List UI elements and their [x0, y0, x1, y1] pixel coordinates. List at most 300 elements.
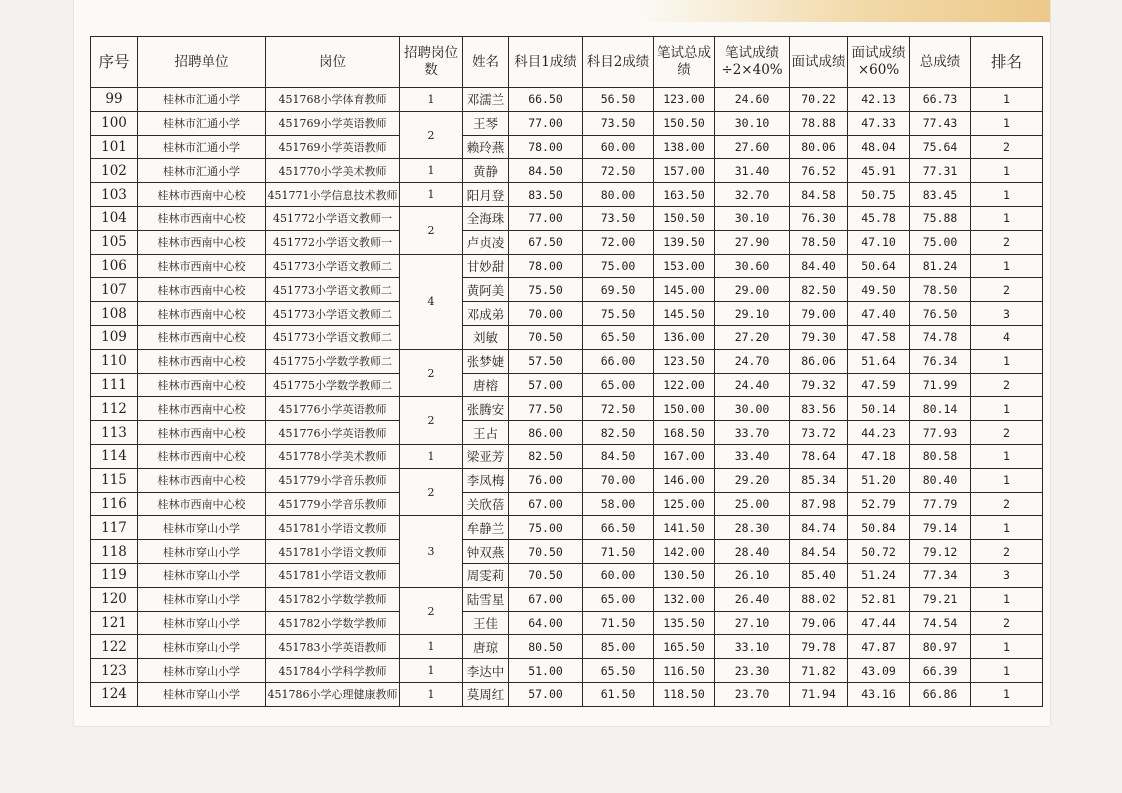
cell-subject1: 86.00 — [509, 421, 583, 445]
cell-interview-scaled: 43.09 — [848, 659, 910, 683]
header-unit: 招聘单位 — [138, 37, 266, 88]
header-written-scaled: 笔试成绩÷2×40% — [715, 37, 790, 88]
cell-interview-scaled: 52.79 — [848, 492, 910, 516]
cell-seq: 114 — [91, 444, 138, 468]
cell-rank: 2 — [971, 492, 1043, 516]
cell-post: 451768小学体育教师 — [266, 88, 400, 112]
cell-written-total: 132.00 — [654, 587, 715, 611]
cell-rank: 2 — [971, 421, 1043, 445]
cell-interview-scaled: 48.04 — [848, 135, 910, 159]
table-row — [91, 111, 1043, 135]
cell-written-total: 116.50 — [654, 659, 715, 683]
cell-written-total: 139.50 — [654, 230, 715, 254]
cell-rank: 1 — [971, 468, 1043, 492]
cell-unit: 桂林市穿山小学 — [138, 682, 266, 706]
cell-seq: 105 — [91, 230, 138, 254]
cell-subject1: 77.50 — [509, 397, 583, 421]
cell-rank: 1 — [971, 206, 1043, 230]
cell-written-scaled: 33.40 — [715, 444, 790, 468]
cell-written-total: 122.00 — [654, 373, 715, 397]
cell-written-scaled: 27.60 — [715, 135, 790, 159]
cell-seq: 119 — [91, 563, 138, 587]
cell-name: 李凤梅 — [463, 468, 509, 492]
cell-interview-scaled: 47.87 — [848, 635, 910, 659]
cell-rank: 2 — [971, 278, 1043, 302]
cell-post: 451783小学英语教师 — [266, 635, 400, 659]
header-quota: 招聘岗位数 — [400, 37, 463, 88]
cell-written-total: 123.50 — [654, 349, 715, 373]
cell-post: 451769小学英语教师 — [266, 135, 400, 159]
cell-quota: 1 — [400, 159, 463, 183]
cell-unit: 桂林市西南中心校 — [138, 421, 266, 445]
cell-subject1: 77.00 — [509, 111, 583, 135]
cell-written-total: 157.00 — [654, 159, 715, 183]
cell-total: 75.64 — [910, 135, 971, 159]
cell-subject2: 85.00 — [583, 635, 654, 659]
cell-quota: 2 — [400, 397, 463, 445]
cell-total: 76.34 — [910, 349, 971, 373]
cell-seq: 120 — [91, 587, 138, 611]
cell-subject1: 78.00 — [509, 254, 583, 278]
table-row — [91, 254, 1043, 278]
cell-unit: 桂林市穿山小学 — [138, 516, 266, 540]
cell-rank: 1 — [971, 88, 1043, 112]
cell-subject2: 65.00 — [583, 587, 654, 611]
cell-post: 451782小学数学教师 — [266, 611, 400, 635]
cell-quota: 2 — [400, 349, 463, 397]
cell-subject1: 67.50 — [509, 230, 583, 254]
cell-total: 77.31 — [910, 159, 971, 183]
cell-name: 邓濡兰 — [463, 88, 509, 112]
cell-interview-scaled: 50.72 — [848, 540, 910, 564]
cell-interview-scaled: 45.91 — [848, 159, 910, 183]
cell-written-total: 135.50 — [654, 611, 715, 635]
cell-unit: 桂林市穿山小学 — [138, 611, 266, 635]
cell-quota: 3 — [400, 516, 463, 587]
cell-seq: 117 — [91, 516, 138, 540]
cell-written-total: 118.50 — [654, 682, 715, 706]
table-row — [91, 159, 1043, 183]
cell-name: 全海珠 — [463, 206, 509, 230]
cell-subject1: 70.50 — [509, 540, 583, 564]
cell-name: 唐琼 — [463, 635, 509, 659]
cell-written-scaled: 24.40 — [715, 373, 790, 397]
cell-post: 451772小学语文教师一 — [266, 206, 400, 230]
cell-subject2: 60.00 — [583, 135, 654, 159]
cell-rank: 2 — [971, 230, 1043, 254]
cell-subject1: 66.50 — [509, 88, 583, 112]
cell-interview: 71.94 — [790, 682, 848, 706]
cell-seq: 106 — [91, 254, 138, 278]
cell-rank: 1 — [971, 397, 1043, 421]
cell-total: 66.86 — [910, 682, 971, 706]
table-row — [91, 397, 1043, 421]
cell-subject1: 67.00 — [509, 492, 583, 516]
cell-interview: 79.78 — [790, 635, 848, 659]
cell-interview: 73.72 — [790, 421, 848, 445]
cell-interview-scaled: 51.64 — [848, 349, 910, 373]
cell-interview: 79.00 — [790, 302, 848, 326]
score-table — [90, 36, 1043, 707]
cell-written-total: 142.00 — [654, 540, 715, 564]
cell-subject1: 70.50 — [509, 325, 583, 349]
cell-rank: 1 — [971, 516, 1043, 540]
table-row — [91, 183, 1043, 207]
cell-interview: 86.06 — [790, 349, 848, 373]
cell-quota: 1 — [400, 88, 463, 112]
cell-written-total: 125.00 — [654, 492, 715, 516]
cell-interview: 84.54 — [790, 540, 848, 564]
cell-seq: 101 — [91, 135, 138, 159]
cell-interview: 78.88 — [790, 111, 848, 135]
cell-post: 451779小学音乐教师 — [266, 468, 400, 492]
cell-unit: 桂林市汇通小学 — [138, 135, 266, 159]
cell-post: 451773小学语文教师二 — [266, 325, 400, 349]
cell-seq: 121 — [91, 611, 138, 635]
cell-name: 邓成弟 — [463, 302, 509, 326]
cell-interview-scaled: 51.24 — [848, 563, 910, 587]
cell-post: 451776小学英语教师 — [266, 421, 400, 445]
cell-quota: 1 — [400, 444, 463, 468]
cell-written-total: 165.50 — [654, 635, 715, 659]
cell-post: 451771小学信息技术教师 — [266, 183, 400, 207]
cell-unit: 桂林市西南中心校 — [138, 278, 266, 302]
table-row — [91, 278, 1043, 302]
cell-post: 451773小学语文教师二 — [266, 302, 400, 326]
cell-unit: 桂林市西南中心校 — [138, 373, 266, 397]
cell-interview: 85.34 — [790, 468, 848, 492]
cell-interview: 76.52 — [790, 159, 848, 183]
cell-unit: 桂林市汇通小学 — [138, 111, 266, 135]
cell-seq: 107 — [91, 278, 138, 302]
cell-quota: 1 — [400, 183, 463, 207]
cell-written-total: 136.00 — [654, 325, 715, 349]
cell-post: 451784小学科学教师 — [266, 659, 400, 683]
cell-written-total: 145.50 — [654, 302, 715, 326]
cell-subject2: 69.50 — [583, 278, 654, 302]
cell-quota: 4 — [400, 254, 463, 349]
cell-name: 黄阿美 — [463, 278, 509, 302]
paper-shadow — [634, 0, 1050, 22]
cell-total: 81.24 — [910, 254, 971, 278]
cell-rank: 1 — [971, 183, 1043, 207]
cell-subject2: 60.00 — [583, 563, 654, 587]
cell-rank: 1 — [971, 444, 1043, 468]
cell-unit: 桂林市穿山小学 — [138, 540, 266, 564]
cell-written-scaled: 24.70 — [715, 349, 790, 373]
cell-total: 76.50 — [910, 302, 971, 326]
cell-interview: 82.50 — [790, 278, 848, 302]
cell-quota: 2 — [400, 111, 463, 159]
cell-seq: 110 — [91, 349, 138, 373]
cell-written-total: 153.00 — [654, 254, 715, 278]
cell-interview-scaled: 42.13 — [848, 88, 910, 112]
cell-interview-scaled: 49.50 — [848, 278, 910, 302]
cell-subject2: 84.50 — [583, 444, 654, 468]
cell-subject1: 64.00 — [509, 611, 583, 635]
table-row — [91, 421, 1043, 445]
cell-seq: 100 — [91, 111, 138, 135]
cell-written-scaled: 23.70 — [715, 682, 790, 706]
cell-subject2: 73.50 — [583, 111, 654, 135]
cell-subject2: 75.00 — [583, 254, 654, 278]
cell-subject2: 75.50 — [583, 302, 654, 326]
cell-post: 451782小学数学教师 — [266, 587, 400, 611]
cell-name: 关欣蓓 — [463, 492, 509, 516]
cell-quota: 2 — [400, 468, 463, 516]
table-row — [91, 325, 1043, 349]
cell-subject1: 82.50 — [509, 444, 583, 468]
cell-post: 451781小学语文教师 — [266, 540, 400, 564]
cell-written-total: 150.50 — [654, 111, 715, 135]
cell-written-scaled: 26.10 — [715, 563, 790, 587]
cell-name: 王琴 — [463, 111, 509, 135]
cell-subject2: 65.00 — [583, 373, 654, 397]
cell-seq: 122 — [91, 635, 138, 659]
cell-interview: 84.58 — [790, 183, 848, 207]
header-total: 总成绩 — [910, 37, 971, 88]
cell-subject1: 57.00 — [509, 373, 583, 397]
cell-subject2: 72.00 — [583, 230, 654, 254]
cell-written-scaled: 27.90 — [715, 230, 790, 254]
cell-seq: 112 — [91, 397, 138, 421]
cell-seq: 104 — [91, 206, 138, 230]
table-row — [91, 230, 1043, 254]
cell-seq: 124 — [91, 682, 138, 706]
cell-written-scaled: 31.40 — [715, 159, 790, 183]
cell-interview-scaled: 47.33 — [848, 111, 910, 135]
cell-interview-scaled: 50.84 — [848, 516, 910, 540]
cell-quota: 1 — [400, 659, 463, 683]
cell-rank: 2 — [971, 135, 1043, 159]
cell-quota: 2 — [400, 587, 463, 635]
cell-name: 陆雪星 — [463, 587, 509, 611]
cell-quota: 1 — [400, 682, 463, 706]
cell-subject1: 57.00 — [509, 682, 583, 706]
cell-written-total: 130.50 — [654, 563, 715, 587]
cell-subject1: 80.50 — [509, 635, 583, 659]
cell-post: 451775小学数学教师二 — [266, 349, 400, 373]
cell-name: 唐榕 — [463, 373, 509, 397]
cell-seq: 115 — [91, 468, 138, 492]
cell-name: 李达中 — [463, 659, 509, 683]
table-row — [91, 206, 1043, 230]
cell-interview-scaled: 44.23 — [848, 421, 910, 445]
cell-subject1: 51.00 — [509, 659, 583, 683]
cell-interview: 78.50 — [790, 230, 848, 254]
cell-seq: 116 — [91, 492, 138, 516]
header-seq: 序号 — [91, 37, 138, 88]
table-row — [91, 88, 1043, 112]
table-row — [91, 587, 1043, 611]
cell-subject2: 61.50 — [583, 682, 654, 706]
cell-post: 451781小学语文教师 — [266, 563, 400, 587]
cell-written-total: 168.50 — [654, 421, 715, 445]
cell-unit: 桂林市穿山小学 — [138, 659, 266, 683]
cell-rank: 1 — [971, 349, 1043, 373]
header-row — [91, 37, 1043, 88]
cell-subject2: 70.00 — [583, 468, 654, 492]
cell-interview-scaled: 47.10 — [848, 230, 910, 254]
cell-written-total: 150.00 — [654, 397, 715, 421]
cell-interview: 78.64 — [790, 444, 848, 468]
cell-interview: 88.02 — [790, 587, 848, 611]
cell-interview: 84.74 — [790, 516, 848, 540]
cell-name: 刘敏 — [463, 325, 509, 349]
cell-unit: 桂林市西南中心校 — [138, 349, 266, 373]
cell-written-scaled: 25.00 — [715, 492, 790, 516]
cell-subject2: 80.00 — [583, 183, 654, 207]
table-row — [91, 444, 1043, 468]
cell-unit: 桂林市西南中心校 — [138, 492, 266, 516]
cell-written-scaled: 33.70 — [715, 421, 790, 445]
cell-written-total: 123.00 — [654, 88, 715, 112]
cell-written-scaled: 30.10 — [715, 206, 790, 230]
cell-written-scaled: 28.40 — [715, 540, 790, 564]
cell-interview: 80.06 — [790, 135, 848, 159]
cell-rank: 2 — [971, 373, 1043, 397]
cell-total: 77.43 — [910, 111, 971, 135]
cell-interview-scaled: 50.64 — [848, 254, 910, 278]
cell-rank: 1 — [971, 159, 1043, 183]
table-row — [91, 492, 1043, 516]
cell-subject1: 70.50 — [509, 563, 583, 587]
cell-unit: 桂林市西南中心校 — [138, 254, 266, 278]
cell-unit: 桂林市西南中心校 — [138, 230, 266, 254]
cell-interview-scaled: 43.16 — [848, 682, 910, 706]
cell-written-scaled: 33.10 — [715, 635, 790, 659]
table-row — [91, 468, 1043, 492]
header-interview: 面试成绩 — [790, 37, 848, 88]
cell-subject2: 58.00 — [583, 492, 654, 516]
cell-unit: 桂林市穿山小学 — [138, 635, 266, 659]
cell-subject2: 72.50 — [583, 397, 654, 421]
cell-interview: 85.40 — [790, 563, 848, 587]
cell-unit: 桂林市西南中心校 — [138, 325, 266, 349]
cell-unit: 桂林市西南中心校 — [138, 206, 266, 230]
cell-interview-scaled: 47.18 — [848, 444, 910, 468]
table-row — [91, 349, 1043, 373]
cell-post: 451770小学美术教师 — [266, 159, 400, 183]
cell-subject1: 67.00 — [509, 587, 583, 611]
cell-written-total: 163.50 — [654, 183, 715, 207]
cell-rank: 1 — [971, 111, 1043, 135]
header-interview-scaled: 面试成绩×60% — [848, 37, 910, 88]
cell-post: 451775小学数学教师二 — [266, 373, 400, 397]
cell-unit: 桂林市西南中心校 — [138, 397, 266, 421]
cell-post: 451772小学语文教师一 — [266, 230, 400, 254]
header-name: 姓名 — [463, 37, 509, 88]
cell-subject2: 71.50 — [583, 611, 654, 635]
cell-interview: 79.32 — [790, 373, 848, 397]
cell-post: 451769小学英语教师 — [266, 111, 400, 135]
cell-rank: 1 — [971, 659, 1043, 683]
cell-written-scaled: 29.00 — [715, 278, 790, 302]
cell-unit: 桂林市西南中心校 — [138, 468, 266, 492]
header-subject1: 科目1成绩 — [509, 37, 583, 88]
cell-rank: 1 — [971, 587, 1043, 611]
cell-written-scaled: 27.20 — [715, 325, 790, 349]
cell-subject1: 84.50 — [509, 159, 583, 183]
cell-name: 牟静兰 — [463, 516, 509, 540]
cell-written-scaled: 23.30 — [715, 659, 790, 683]
cell-total: 77.93 — [910, 421, 971, 445]
cell-subject1: 77.00 — [509, 206, 583, 230]
cell-interview: 79.30 — [790, 325, 848, 349]
table-row — [91, 373, 1043, 397]
table-row — [91, 540, 1043, 564]
cell-rank: 2 — [971, 540, 1043, 564]
cell-name: 黄静 — [463, 159, 509, 183]
cell-written-scaled: 30.10 — [715, 111, 790, 135]
cell-seq: 111 — [91, 373, 138, 397]
cell-seq: 113 — [91, 421, 138, 445]
cell-name: 张腾安 — [463, 397, 509, 421]
cell-written-total: 141.50 — [654, 516, 715, 540]
cell-interview: 87.98 — [790, 492, 848, 516]
cell-subject2: 66.50 — [583, 516, 654, 540]
cell-total: 74.54 — [910, 611, 971, 635]
cell-unit: 桂林市穿山小学 — [138, 563, 266, 587]
cell-total: 74.78 — [910, 325, 971, 349]
cell-name: 甘妙甜 — [463, 254, 509, 278]
cell-name: 莫周红 — [463, 682, 509, 706]
cell-subject2: 65.50 — [583, 659, 654, 683]
cell-written-scaled: 32.70 — [715, 183, 790, 207]
cell-total: 78.50 — [910, 278, 971, 302]
cell-rank: 3 — [971, 563, 1043, 587]
cell-subject2: 73.50 — [583, 206, 654, 230]
header-rank: 排名 — [971, 37, 1043, 88]
cell-interview: 76.30 — [790, 206, 848, 230]
cell-unit: 桂林市西南中心校 — [138, 444, 266, 468]
cell-total: 66.39 — [910, 659, 971, 683]
cell-total: 66.73 — [910, 88, 971, 112]
cell-post: 451776小学英语教师 — [266, 397, 400, 421]
cell-name: 阳月登 — [463, 183, 509, 207]
cell-seq: 108 — [91, 302, 138, 326]
score-table-body — [91, 88, 1043, 707]
table-row — [91, 635, 1043, 659]
cell-subject2: 66.00 — [583, 349, 654, 373]
cell-unit: 桂林市西南中心校 — [138, 183, 266, 207]
cell-written-scaled: 30.00 — [715, 397, 790, 421]
cell-interview: 84.40 — [790, 254, 848, 278]
cell-rank: 1 — [971, 635, 1043, 659]
cell-subject2: 72.50 — [583, 159, 654, 183]
cell-subject1: 78.00 — [509, 135, 583, 159]
cell-interview: 70.22 — [790, 88, 848, 112]
cell-total: 75.88 — [910, 206, 971, 230]
cell-seq: 103 — [91, 183, 138, 207]
cell-seq: 118 — [91, 540, 138, 564]
cell-written-total: 146.00 — [654, 468, 715, 492]
cell-interview-scaled: 47.58 — [848, 325, 910, 349]
cell-seq: 102 — [91, 159, 138, 183]
cell-name: 梁亚芳 — [463, 444, 509, 468]
cell-seq: 123 — [91, 659, 138, 683]
header-post: 岗位 — [266, 37, 400, 88]
cell-total: 80.58 — [910, 444, 971, 468]
cell-interview-scaled: 51.20 — [848, 468, 910, 492]
cell-unit: 桂林市汇通小学 — [138, 88, 266, 112]
cell-rank: 4 — [971, 325, 1043, 349]
cell-quota: 1 — [400, 635, 463, 659]
cell-interview-scaled: 47.59 — [848, 373, 910, 397]
cell-total: 79.21 — [910, 587, 971, 611]
cell-rank: 1 — [971, 254, 1043, 278]
cell-rank: 1 — [971, 682, 1043, 706]
